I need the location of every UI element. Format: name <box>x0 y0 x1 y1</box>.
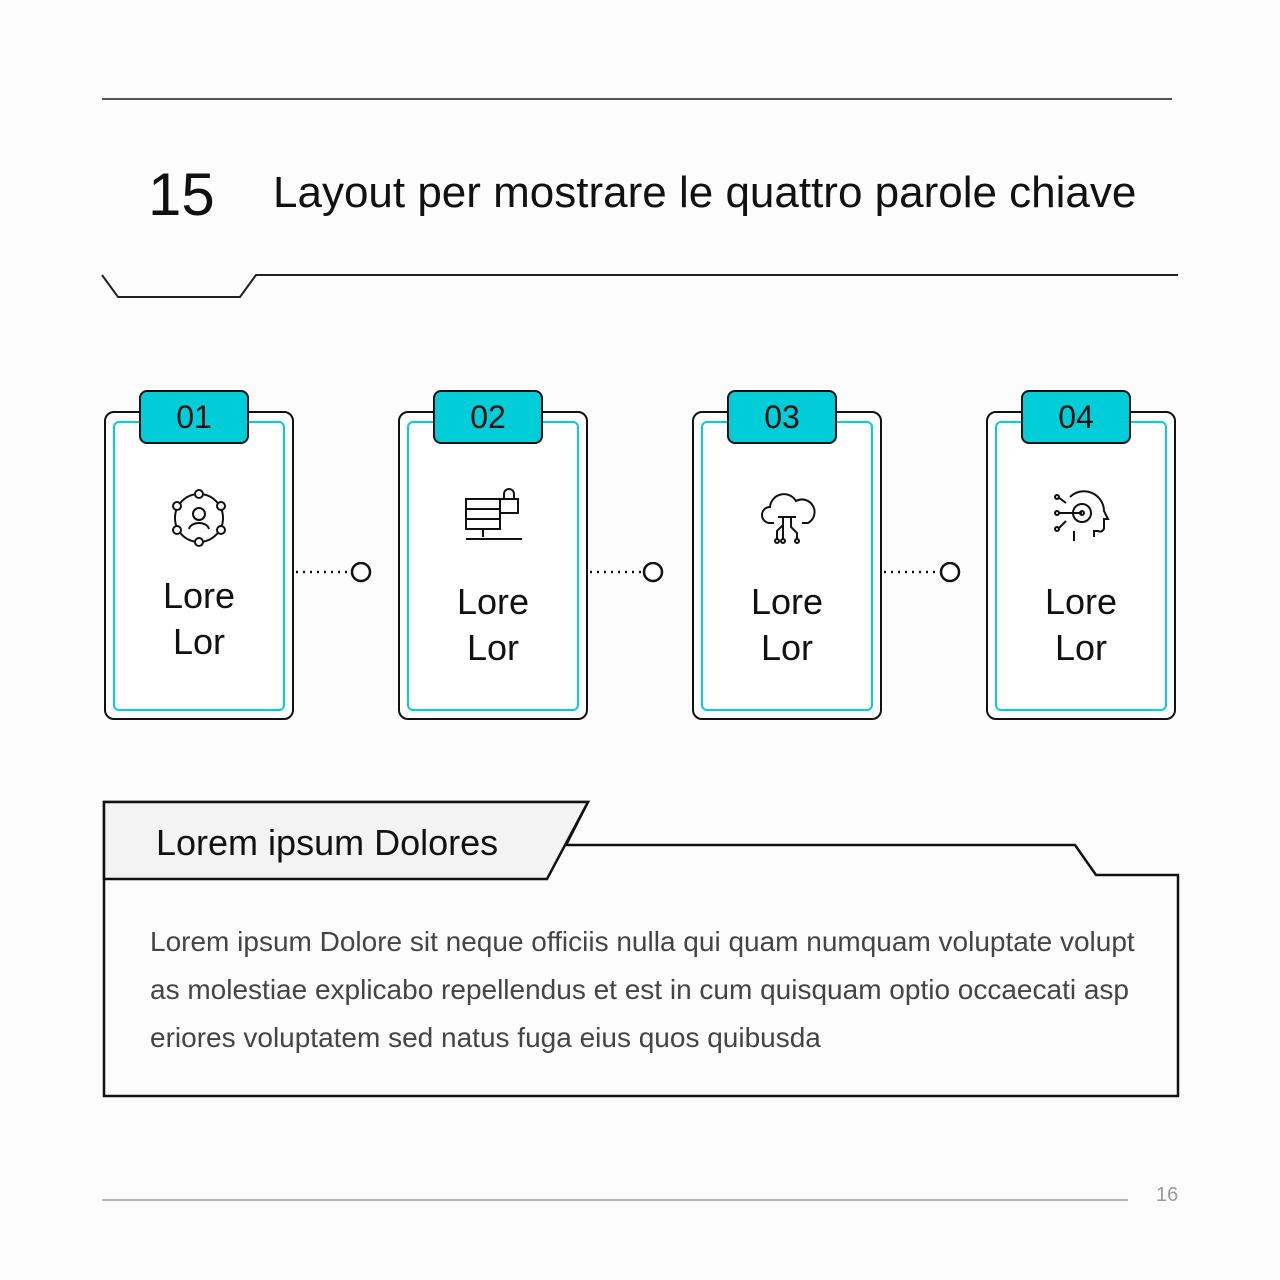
user-network-icon <box>166 485 232 551</box>
card-badge: 02 <box>433 390 543 444</box>
card-badge: 01 <box>139 390 249 444</box>
card-badge: 03 <box>727 390 837 444</box>
section-heading: Lorem ipsum Dolores <box>156 822 499 863</box>
ai-head-icon <box>1048 485 1114 551</box>
page-title: Layout per mostrare le quattro parole chiave <box>273 168 1137 217</box>
keyword-card-4 <box>986 399 1176 720</box>
card-label-line1: Lore <box>456 581 530 622</box>
section-number: 15 <box>148 161 215 228</box>
keyword-card-2 <box>398 399 588 720</box>
keyword-card-1 <box>104 399 294 720</box>
card-badge: 04 <box>1021 390 1131 444</box>
keyword-card-3 <box>692 399 882 720</box>
cloud-circuit-icon <box>754 485 820 551</box>
server-lock-icon <box>460 485 526 551</box>
card-label-line1: Lore <box>750 581 824 622</box>
card-label-line2: Lor <box>172 621 226 662</box>
card-label-line2: Lor <box>466 627 520 668</box>
connector-3 <box>882 562 962 584</box>
connector-2 <box>588 562 668 584</box>
card-label-line1: Lore <box>1044 581 1118 622</box>
card-label-line1: Lore <box>162 575 236 616</box>
page-number: 16 <box>1156 1184 1179 1206</box>
section-body-text: Lorem ipsum Dolore sit neque officiis nulla qui quam numquam voluptate voluptas molestiae explicabo repellendus et est in cum quisquam optio occaecati asperiores voluptatem sed natus fuga eius quos quibusda <box>150 926 1135 1053</box>
card-label-line2: Lor <box>1054 627 1108 668</box>
card-label-line2: Lor <box>760 627 814 668</box>
connector-1 <box>294 562 374 584</box>
